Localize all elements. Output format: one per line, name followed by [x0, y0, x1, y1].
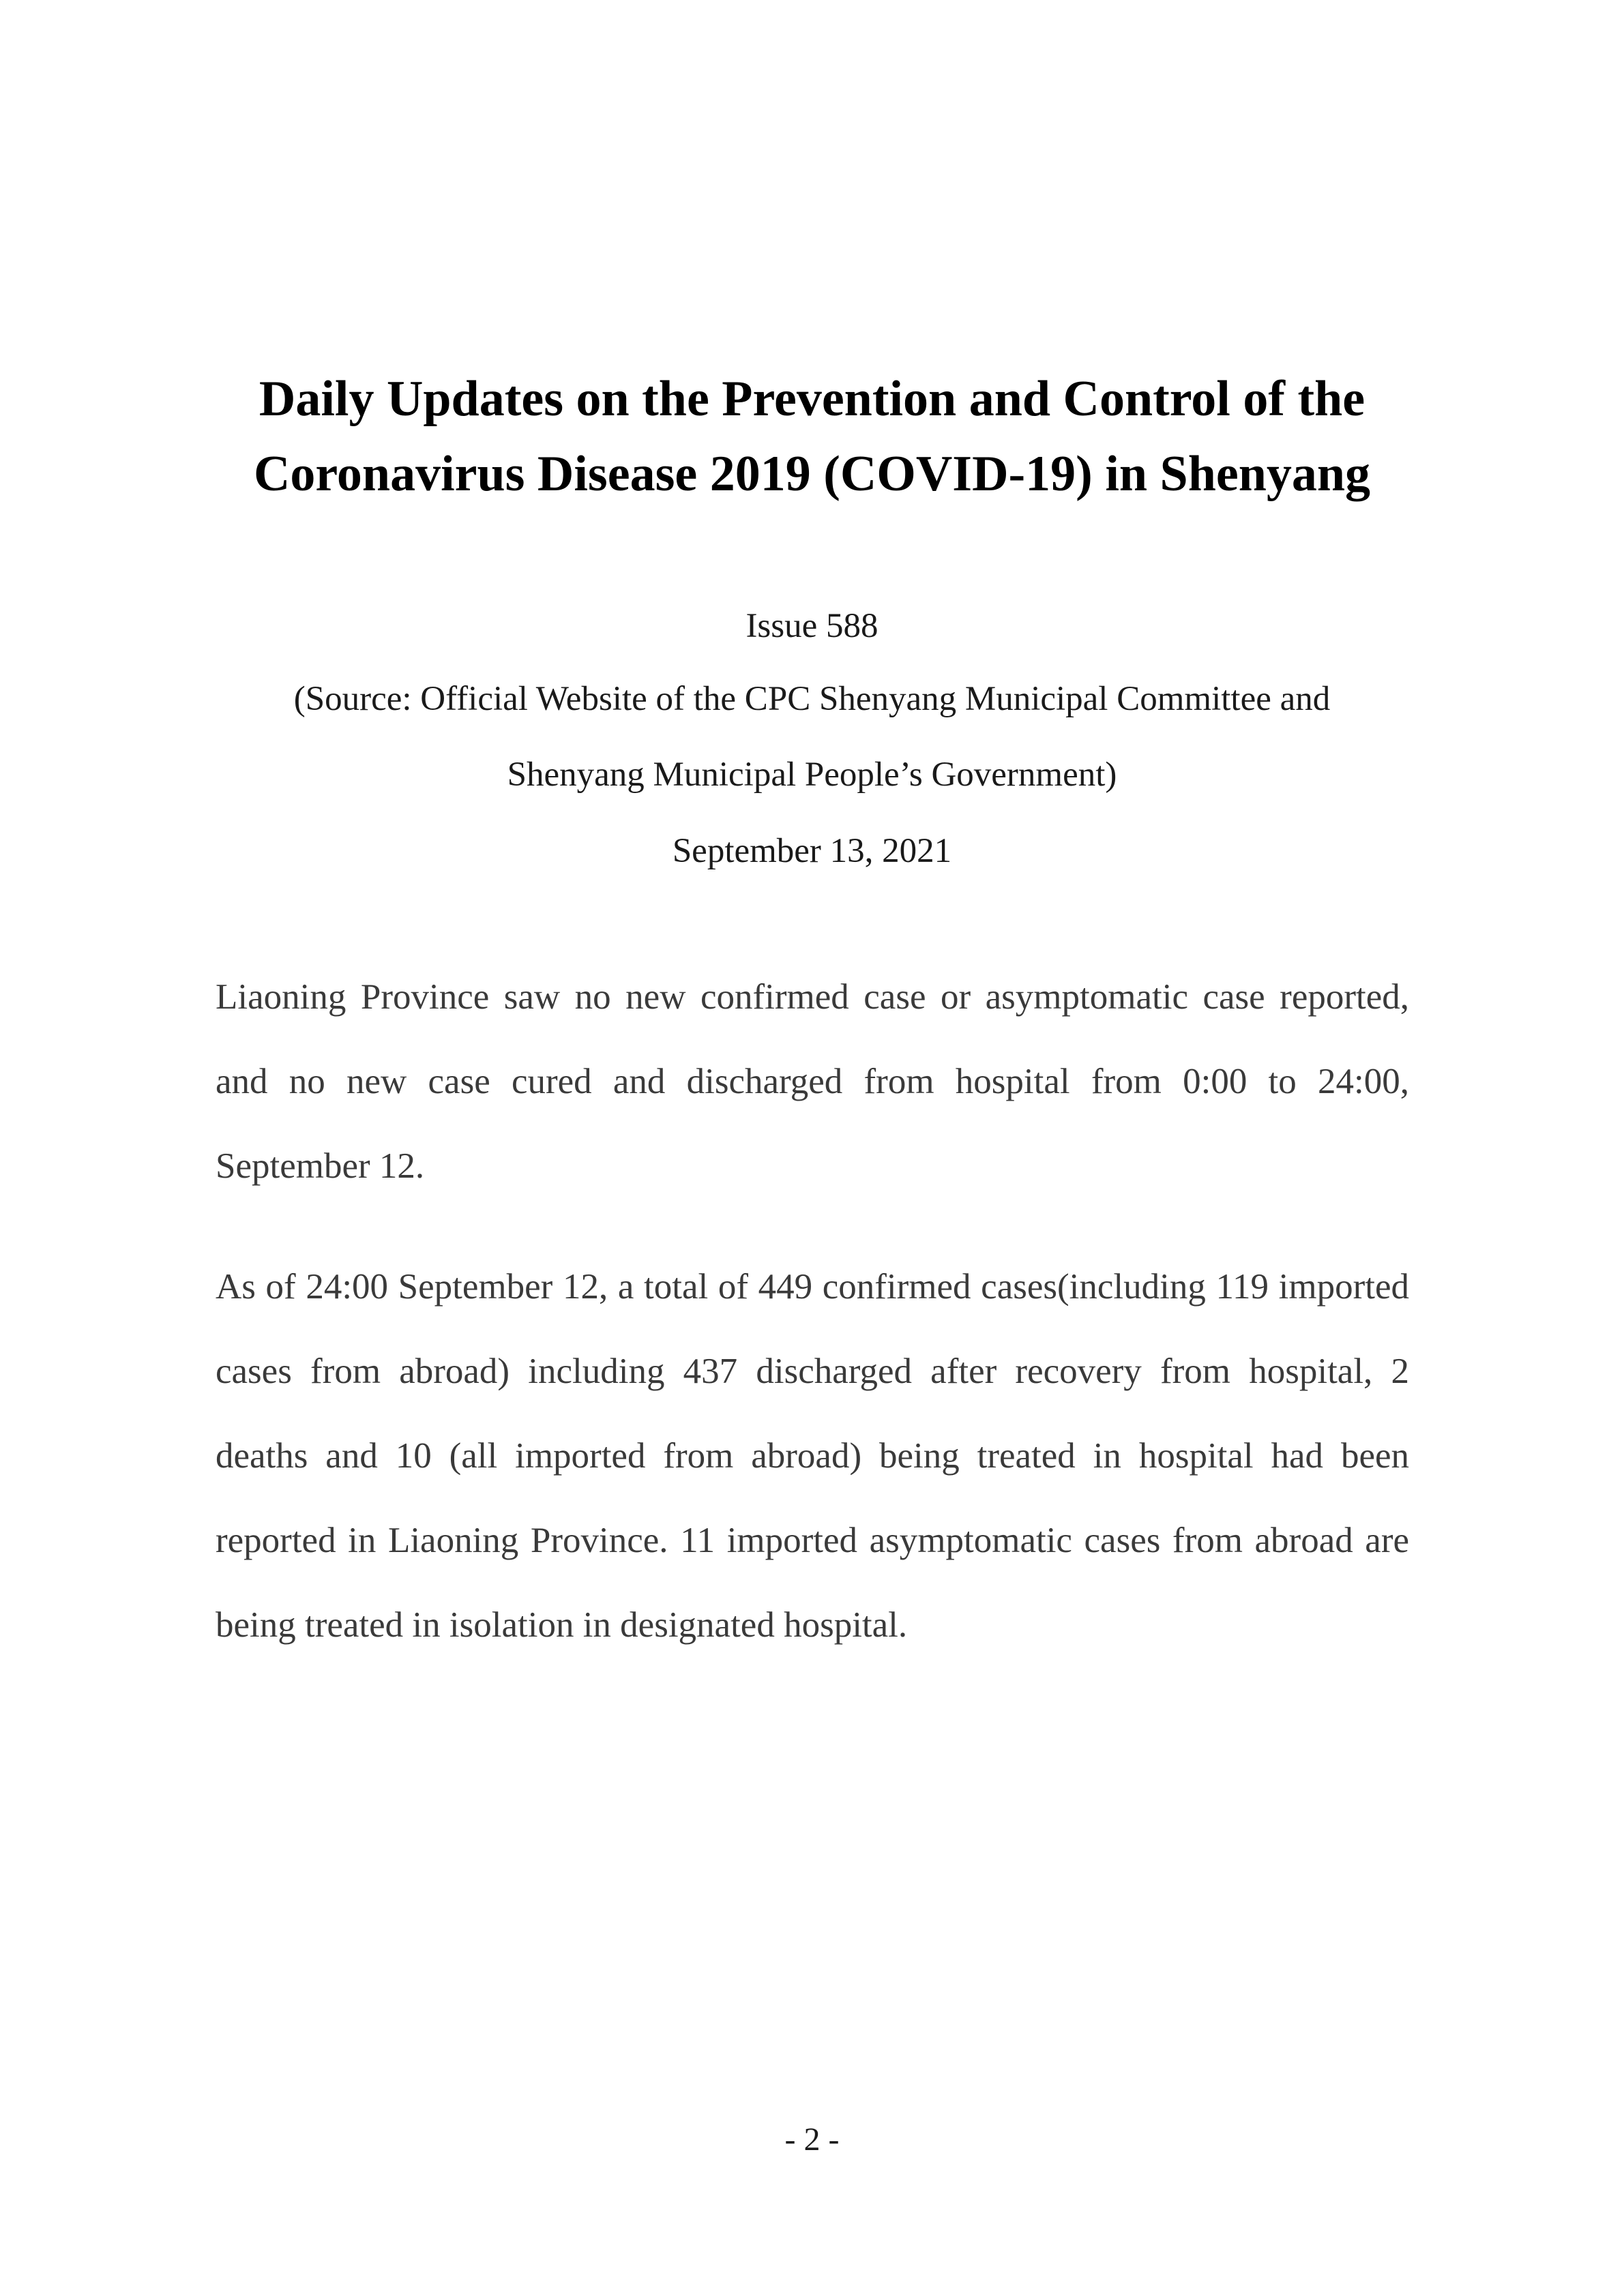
document-title: Daily Updates on the Prevention and Control of the Coronavirus Disease 2019 (COVID-19) in Shenyang	[253, 371, 1371, 502]
body-paragraph-2: As of 24:00 September 12, a total of 449 confirmed cases(including 119 imported cases from abroad) including 437 discharged after recovery from hospital, 2 deaths and 10 (all imported from abroad) being treated in hospital had been reported in Liaoning Province. 11 imported asymptomatic cases from abroad are being treated in isolation in designated hospital.	[216, 1267, 1409, 1645]
publication-date: September 13, 2021	[672, 832, 952, 870]
source-line-2: Shenyang Municipal People’s Government)	[507, 756, 1117, 794]
source-line-1: (Source: Official Website of the CPC Shenyang Municipal Committee and	[293, 680, 1331, 718]
body-paragraph-1: Liaoning Province saw no new confirmed case or asymptomatic case reported, and no new case cured and discharged from hospital from 0:00 to 24:00, September 12.	[216, 977, 1409, 1186]
issue-number: Issue 588	[745, 607, 879, 645]
page-number: - 2 -	[784, 2121, 840, 2158]
